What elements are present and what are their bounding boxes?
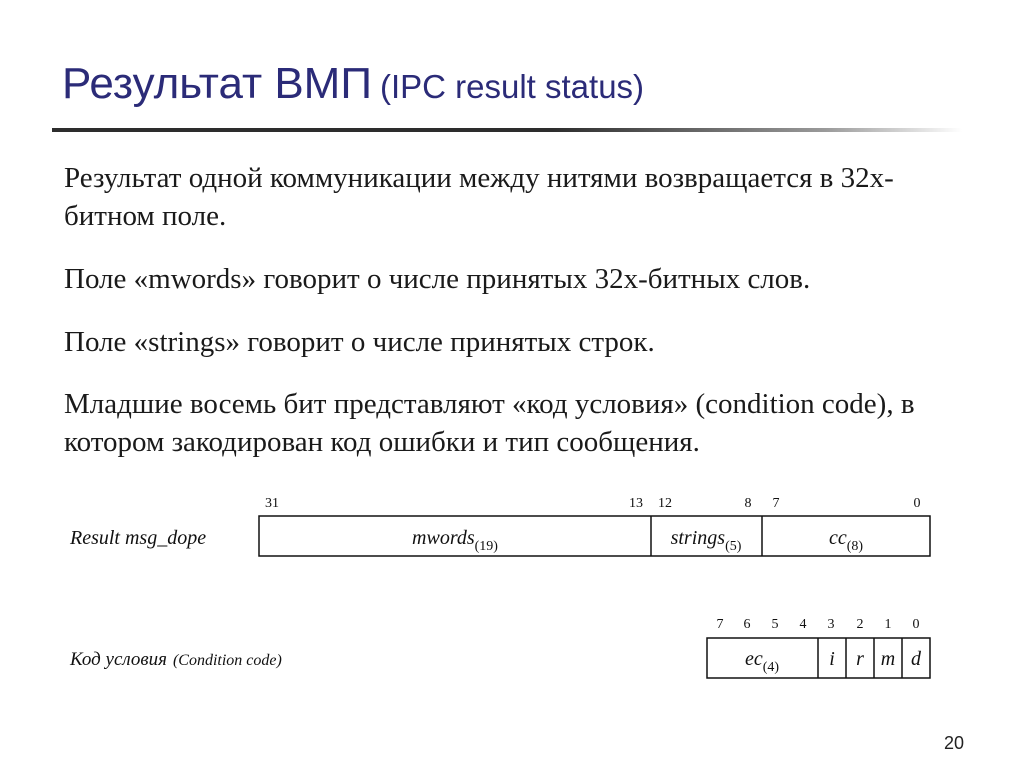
field-m: m <box>880 648 896 670</box>
slide-title-subtitle: (IPC result status) <box>379 68 645 105</box>
bit-label-31: 31 <box>265 496 279 511</box>
bit-label-7: 7 <box>772 496 780 511</box>
field-r: r <box>856 648 864 670</box>
bit-label-0: 0 <box>913 496 921 511</box>
field-mwords-size: (19) <box>474 539 498 554</box>
cc-bit-label-1: 1 <box>884 617 892 632</box>
cc-bit-label-5: 5 <box>771 617 779 632</box>
cc-bit-label-6: 6 <box>743 617 751 632</box>
paragraph-strings: Поле «strings» говорит о числе принятых строк. <box>64 326 655 358</box>
result-register <box>69 496 930 556</box>
paragraph-result-field: Результат одной коммуникации между нитями возвращается в 32х-битном поле. <box>64 162 894 232</box>
field-i: i <box>829 648 835 670</box>
cc-bit-label-2: 2 <box>856 617 864 632</box>
field-cc-name: cc <box>828 527 847 549</box>
bit-label-13: 13 <box>629 496 643 511</box>
cc-bit-label-3: 3 <box>827 617 835 632</box>
condition-register <box>69 617 930 678</box>
bit-label-12: 12 <box>658 496 672 511</box>
slide-title-main: Результат ВМП <box>62 59 372 108</box>
field-strings-size: (5) <box>725 539 742 554</box>
paragraph-mwords: Поле «mwords» говорит о числе принятых 32х-битных слов. <box>64 263 811 295</box>
result-register-label: Result msg_dope <box>70 527 207 549</box>
paragraph-condition-code: Младшие восемь бит представляют «код условия» (condition code), в котором закодирован код ошибки и тип сообщения. <box>64 388 915 458</box>
field-d: d <box>911 648 921 670</box>
condition-label-sub: (Condition code) <box>172 652 282 669</box>
cc-bit-label-0: 0 <box>912 617 920 632</box>
cc-bit-label-4: 4 <box>799 617 807 632</box>
field-mwords-name: mwords <box>412 527 475 549</box>
field-strings-name: strings <box>670 527 726 549</box>
field-cc-size: (8) <box>846 539 864 554</box>
slide-number: 20 <box>943 733 964 753</box>
bit-label-8: 8 <box>744 496 752 511</box>
field-ec-name: ec <box>744 648 763 670</box>
cc-bit-label-7: 7 <box>716 617 724 632</box>
condition-label-main: Код условия <box>70 649 167 670</box>
condition-register-label <box>69 649 282 670</box>
field-ec-size: (4) <box>762 660 780 675</box>
